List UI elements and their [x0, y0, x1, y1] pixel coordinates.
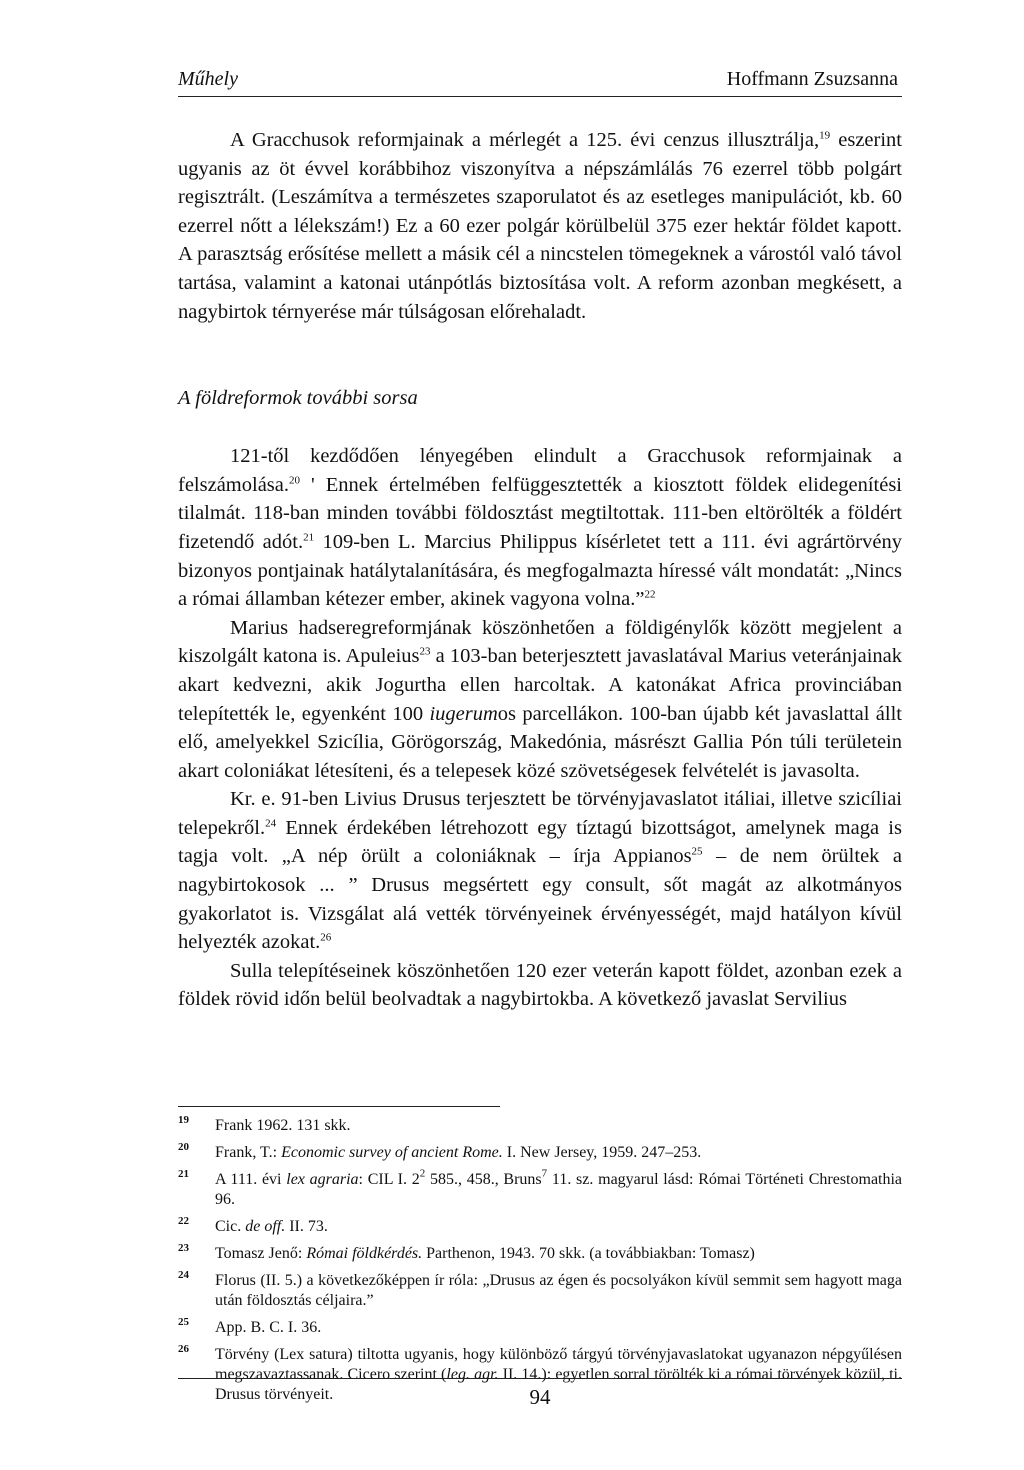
text-run: eszerint ugyanis az öt évvel korábbihoz viszonyítva a népszámlálás 76 ezerrel több polgárt regisztrált. (Leszámítva a természetes szaporulatot és az esetleges manipulációt, kb. 60 ezerrel nőtt a lélekszám!) Ez a 60 ezer polgár körülbelül 375 ezer hektár földet kapott. A parasztság erősítése mellett a másik cél a nincstelen tömegeknek a várostól való távol tartása, valamint a katonai utánpótlás biztosítása volt. A reform azonban megkésett, a nagybirtok térnyerése már túlságosan előrehaladt. [178, 129, 902, 323]
text-run: Frank 1962. 131 skk. [215, 1117, 351, 1134]
header-author: Hoffmann Zsuzsanna [726, 68, 898, 90]
italic-title: de off. [245, 1218, 286, 1235]
text-run: I. New Jersey, 1959. 247–253. [502, 1144, 702, 1161]
section-heading: A földreformok további sorsa [178, 387, 418, 410]
text-run: App. B. C. I. 36. [215, 1319, 322, 1336]
footnote-ref: 24 [265, 817, 277, 830]
text-run: 11. sz. magyarul lásd: Római Történeti Chrestomathia 96. [215, 1171, 903, 1208]
footnote [178, 1244, 902, 1264]
footnote-ref: 22 [644, 588, 656, 601]
footnote [178, 1116, 902, 1136]
footnote [178, 1143, 902, 1163]
header-section-name: Műhely [178, 68, 238, 90]
paragraph [178, 957, 902, 1014]
text-run: Marius hadseregreformjának köszönhetően a földigénylők között megjelent a kiszolgált katona is. Apuleius [178, 616, 902, 668]
text-run: ' Ennek értelmében felfüggesztették a kiosztott földek elidegenítési tilalmát. 118-ban minden további földosztást megtiltottak. 111-ben eltörölték a földért fizetendő adót. [178, 473, 902, 553]
text-run: Florus (II. 5.) a következőképpen ír róla: „Drusus az égen és pocsolyákon kívül semmit sem hagyott maga után földosztás céljaira.” [215, 1272, 902, 1309]
footnote [178, 1217, 902, 1237]
text-run: : CIL I. 2 [358, 1171, 420, 1188]
text-run: A Gracchusok reformjainak a mérlegét a 125. évi cenzus illusztrálja, [230, 129, 820, 151]
superscript: 7 [541, 1167, 548, 1180]
main-text [178, 126, 902, 1014]
footnote-ref: 20 [289, 474, 300, 487]
italic-term: lex agraria [286, 1171, 359, 1188]
text-run: Cic. [215, 1218, 246, 1235]
footnote-number: 25 [178, 1316, 189, 1328]
footnote [178, 1167, 903, 1210]
footnote-separator [178, 1106, 500, 1107]
text-run: Törvény (Lex satura) tiltotta ugyanis, hogy különböző tárgyú törvényjavaslatokat ugyanazon népgyűlésen megszavaztassanak. Cicero szerint ( [215, 1346, 902, 1383]
paragraph [178, 126, 902, 326]
text-run: Parthenon, 1943. 70 skk. (a továbbiakban: Tomasz) [422, 1245, 755, 1262]
footnote-number: 22 [178, 1215, 189, 1227]
footnote-number: 26 [178, 1343, 189, 1355]
text-run: Frank, T.: [215, 1144, 282, 1161]
paragraph [178, 614, 902, 786]
footnote-number: 21 [178, 1168, 189, 1180]
footnotes [178, 1116, 902, 1412]
footnote-number: 19 [178, 1114, 189, 1126]
footer-rule [178, 1378, 902, 1379]
text-run: 585., 458., Bruns [425, 1171, 542, 1188]
text-run: II. 14.): egyetlen sorral törölték ki a római törvények közül, ti. Drusus törvényeit. [215, 1366, 902, 1403]
page-number: 94 [529, 1385, 551, 1409]
footnote-ref: 21 [303, 531, 315, 544]
italic-term: iugerum [429, 702, 498, 725]
text-run: – de nem örültek a nagybirtokosok ... ” Drusus megsértett egy consult, sőt magát az alkotmányos gyakorlatot is. Vizsgálat alá vették törvényeinek érvényességét, majd hatályon kívül helyezték azokat. [178, 845, 902, 954]
italic-title: Economic survey of ancient Rome. [281, 1144, 503, 1161]
text-run: 109-ben L. Marcius Philippus kísérletet tett a 111. évi agrártörvény bizonyos pontjainak hatálytalanítására, és megfogalmazta híressé vált mondatát: „Nincs a római államban kétezer ember, akinek vagyona volna.” [178, 530, 902, 611]
text-run: Ennek érdekében létrehozott egy tíztagú bizottságot, amelynek maga is tagja volt. „A nép örült a coloniáknak – írja Appianos [178, 816, 902, 868]
footnote-ref: 23 [419, 645, 431, 658]
paragraph [178, 442, 902, 614]
running-header [178, 62, 902, 97]
footnote-number: 24 [178, 1269, 189, 1281]
footnote-ref: 25 [691, 845, 703, 858]
text-run: Tomasz Jenő: [215, 1245, 307, 1262]
text-run: II. 73. [285, 1218, 328, 1235]
footnote [178, 1318, 902, 1338]
text-run: Kr. e. 91-ben Livius Drusus terjesztett be törvényjavaslatot itáliai, illetve szicíliai telepekről. [178, 788, 902, 839]
superscript: 2 [419, 1167, 426, 1180]
italic-title: leg. agr. [446, 1366, 499, 1383]
footnote-ref: 26 [320, 931, 332, 944]
footnote-ref: 19 [819, 129, 831, 142]
text-run: os parcellákon. 100-ban újabb két javaslattal állt elő, amelyekkel Szicília, Görögország, Makedónia, másrészt Gallia Pón túli területein akart coloniákat létesíteni, és a telepesek közé szövetségesek felvételét is javasolta. [178, 702, 902, 782]
text-run: Sulla telepítéseinek köszönhetően 120 ezer veterán kapott földet, azonban ezek a földek rövid időn belül beolvadtak a nagybirtokba. A következő javaslat Servilius [178, 959, 902, 1011]
text-run: a 103-ban beterjesztett javaslatával Marius veteránjainak akart kedvezni, akik Jogurtha ellen harcoltak. A katonákat Africa provinciában telepítették le, egyenként 100 [178, 645, 902, 725]
paragraph [178, 785, 902, 957]
italic-title: Római földkérdés. [306, 1245, 423, 1262]
text-run: A 111. évi [215, 1171, 287, 1188]
footnote [178, 1271, 902, 1311]
footnote-number: 20 [178, 1141, 189, 1153]
footnote-number: 23 [178, 1242, 189, 1254]
text-run: 121-től kezdődően lényegében elindult a Gracchusok reformjainak a felszámolása. [178, 445, 902, 496]
